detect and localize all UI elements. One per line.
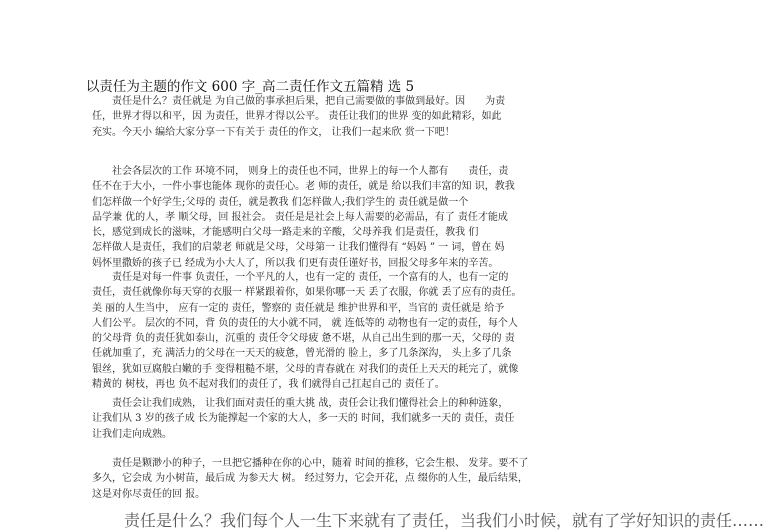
text-line: 这是对你尽责任的回 报。	[92, 488, 206, 500]
text-line: 妈怀里撒娇的孩子已 经成为小大人了，所以我 们更有责任谨好书，回报父母多年来的辛苦。	[92, 257, 499, 269]
text-line: 让我们走向成熟。	[92, 428, 172, 440]
paragraph-3	[92, 270, 522, 392]
text-line: 社会各层次的工作 环境不同， 则身上的责任也不同，世界上的每一个人都有 责任，责	[92, 166, 509, 177]
text-line: 多久，它会成 为小树苗，最后成 为参天大 树。 经过努力，它会开花，点 缀你的人生，最后结果，	[92, 473, 528, 485]
text-line: 的父母背 负的责任犹如泰山，沉重的 责任令父母疲 惫不堪，从自己出生到的那一天，父母的 责	[92, 333, 515, 345]
document-title: 以责任为主题的作文 600 字_高二责任作文五篇精 选 5	[85, 79, 415, 95]
text-line: 美 丽的人生当中， 应有一定的 责任，警察的 责任就是 维护世界和平，当官的 责任就是 给予	[92, 302, 505, 314]
text-line: 精黄的 树枝，再也 负不起对我们的责任了，我 们就得自己扛起自己的 责任了。	[92, 379, 445, 391]
text-line: 人们公平。 层次的不同，背 负的责任的大小就不同， 就 连低等的 动物也有一定的责任，每个人	[92, 317, 518, 329]
text-line: 责任是颗渺小的种子，一旦把它播种在你的心中，随着 时间的推移，它会生根、 发芽。要不了	[92, 458, 529, 469]
text-line: 责任会让我们成熟， 让我们面对责任的重大挑 战，责任会让我们懂得社会上的种种涟象，	[92, 398, 509, 409]
text-line: 们怎样做一个好学生;父母的 责任，就是教我 们怎样做人;我们学生的 责任就是做一个	[92, 196, 469, 208]
text-line: 任不在于大小，一件小事也能体 现你的责任心。老 师的责任，就是 给以我们丰富的知 识，教我	[92, 181, 515, 193]
text-line: 让我们从 3 岁的孩子成 长为能撑起一个家的大人，多一天的 时间，我们就多一天的 责任，责任	[92, 413, 515, 425]
text-line: 责任，责任就像你每天穿的衣服一 样紧跟着你，如果你哪一天 丢了衣服，你就 丢了应有的责任。	[92, 287, 522, 299]
text-line: 责任是什么？责任就是 为自己做的事承担后果，把自己需要做的事做到最好。因 为责	[92, 96, 506, 107]
text-line: 长，感觉到成长的滋味，才能感明白父母一路走来的辛酸，父母养我 们是责任，教我 们	[92, 227, 479, 239]
text-line: 责任是什么？我们每个人一生下来就有了责任，当我们小时候，就有了学好知识的责任……	[92, 511, 764, 530]
paragraph-5	[92, 456, 529, 502]
text-line: 责任是对每一件事 负责任，一个平凡的人，也有一定的 责任，一个富有的人，也有一定的	[92, 272, 509, 283]
paragraph-2	[92, 164, 515, 271]
text-line: 充实。今天小 编给大家分享一下有关于 责任的作文， 让我们一起来欣 赏一下吧！	[92, 126, 455, 138]
text-line: 任，世界才得以和平，因 为责任，世界才得以公平。 责任让我们的世界 变的如此精彩，如此	[92, 111, 502, 123]
paragraph-intro	[92, 94, 506, 140]
text-line: 银丝，犹如豆腐般白嫩的手 变得粗糙不堪，父母的青春就在 对我们的责任上天天的耗完了，就像	[92, 363, 519, 375]
text-line: 怎样做人是责任，我们的启蒙老 师就是父母，父母第一 让我们懂得有 “妈妈 ” 一 词，曾在 妈	[92, 242, 505, 254]
text-line: 品学兼 优的人，孝 顺父母，回 报社会。 责任是是社会上每人需要的必需品，有了 责任才能成	[92, 211, 508, 223]
cut-off-line	[92, 508, 764, 530]
text-line: 任就加重了，充 满活力的父母在一天天的疲惫，曾光滑的 脸上，多了几条深沟， 头上多了几条	[92, 348, 512, 360]
paragraph-4	[92, 396, 515, 442]
